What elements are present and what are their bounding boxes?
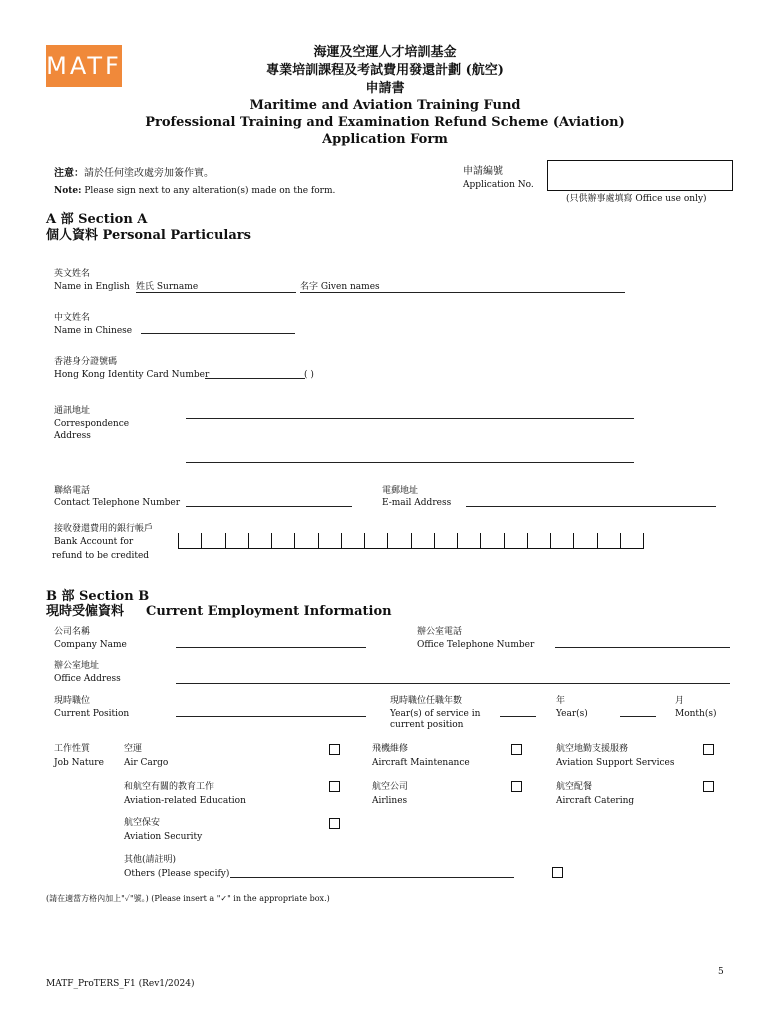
option-aircraft-maintenance-zh: 飛機維修: [372, 744, 409, 754]
years-label-1: Year(s) of service in: [390, 709, 481, 719]
job-nature-label: Job Nature: [54, 758, 104, 768]
bank-label-2: refund to be credited: [52, 551, 150, 561]
address-zh-label: 通訊地址: [54, 406, 91, 416]
section-b-title-zh: 現時受僱資料: [46, 604, 125, 619]
application-no-zh: 申請編號: [463, 166, 503, 177]
address-field-2[interactable]: [186, 462, 634, 463]
notice-en: Note: Please sign next to any alteration(s) made on the form.: [54, 186, 336, 196]
surname-label: 姓氏 Surname: [136, 282, 199, 292]
office-use-note: (只供辦事處填寫 Office use only): [566, 194, 707, 204]
checkbox-aircraft-maintenance[interactable]: [511, 744, 522, 755]
address-field-1[interactable]: [186, 418, 634, 419]
office-tel-zh-label: 辦公室電話: [417, 627, 463, 637]
bank-zh-label: 接收發還費用的銀行帳戶: [54, 524, 154, 534]
section-a-subtitle: 個人資料 Personal Particulars: [46, 228, 251, 243]
checkbox-aviation-support[interactable]: [703, 744, 714, 755]
name-zh-field[interactable]: [141, 333, 295, 334]
application-no-box[interactable]: [547, 160, 733, 191]
hkid-check-digit[interactable]: ( ): [304, 370, 314, 380]
name-zh-zh-label: 中文姓名: [54, 313, 91, 323]
company-zh-label: 公司名稱: [54, 627, 91, 637]
form-code: MATF_ProTERS_F1 (Rev1/2024): [46, 979, 195, 989]
office-tel-field[interactable]: [555, 647, 730, 648]
subtitle-zh: 專業培訓課程及考試費用發還計劃 (航空): [266, 63, 504, 78]
checkbox-aviation-security[interactable]: [329, 818, 340, 829]
title-en: Maritime and Aviation Training Fund: [249, 98, 521, 113]
option-aircraft-maintenance: Aircraft Maintenance: [372, 758, 470, 768]
form-name-en: Application Form: [322, 132, 448, 147]
option-aviation-security: Aviation Security: [124, 832, 203, 842]
office-addr-zh-label: 辦公室地址: [54, 661, 100, 671]
year-unit: Year(s): [556, 709, 588, 719]
section-a-title: A 部 Section A: [46, 212, 148, 227]
option-aviation-education-zh: 和航空有關的教育工作: [124, 782, 215, 792]
month-unit: Month(s): [675, 709, 717, 719]
checkbox-others[interactable]: [552, 867, 563, 878]
name-zh-label: Name in Chinese: [54, 326, 133, 336]
application-no-label: Application No.: [463, 180, 534, 190]
job-nature-zh-label: 工作性質: [54, 744, 91, 754]
month-zh-unit: 月: [675, 696, 685, 706]
form-name-zh: 申請書: [365, 81, 405, 96]
address-label-1: Correspondence: [54, 419, 130, 429]
hkid-zh-label: 香港身分證號碼: [54, 357, 118, 367]
years-label-2: current position: [390, 720, 464, 730]
year-zh-unit: 年: [556, 696, 566, 706]
name-en-zh-label: 英文姓名: [54, 269, 91, 279]
phone-field[interactable]: [186, 506, 352, 507]
subtitle-en: Professional Training and Examination Refund Scheme (Aviation): [145, 115, 625, 130]
email-label: E-mail Address: [382, 498, 452, 508]
section-b-title: B 部 Section B: [46, 589, 150, 604]
option-aviation-security-zh: 航空保安: [124, 818, 161, 828]
address-label-2: Address: [54, 431, 91, 441]
years-zh-label: 現時職位任職年數: [390, 696, 463, 706]
notice-zh: 注意：請於任何塗改處旁加簽作實。: [54, 168, 214, 179]
checkmark-instruction: (請在適當方格內加上"✓"號。) (Please insert a "✓" in the appropriate box.): [46, 894, 330, 903]
email-zh-label: 電郵地址: [382, 486, 419, 496]
section-b-title-en: Current Employment Information: [146, 604, 392, 619]
checkbox-aircraft-catering[interactable]: [703, 781, 714, 792]
checkbox-aviation-education[interactable]: [329, 781, 340, 792]
years-field[interactable]: [500, 716, 536, 717]
phone-zh-label: 聯絡電話: [54, 486, 91, 496]
bank-account-boxes[interactable]: [178, 533, 644, 549]
option-airlines: Airlines: [372, 796, 408, 806]
page-number: 5: [718, 967, 724, 977]
position-label: Current Position: [54, 709, 130, 719]
phone-label: Contact Telephone Number: [54, 498, 180, 508]
company-field[interactable]: [176, 647, 366, 648]
option-aviation-education: Aviation-related Education: [124, 796, 246, 806]
option-aviation-support-zh: 航空地勤支援服務: [556, 744, 629, 754]
months-field[interactable]: [620, 716, 656, 717]
office-addr-label: Office Address: [54, 674, 121, 684]
hkid-label: Hong Kong Identity Card Number: [54, 370, 210, 380]
option-others-zh: 其他(請註明): [124, 855, 177, 865]
hkid-field[interactable]: [205, 378, 305, 379]
checkbox-air-cargo[interactable]: [329, 744, 340, 755]
position-field[interactable]: [176, 716, 366, 717]
option-aviation-support: Aviation Support Services: [556, 758, 675, 768]
name-en-label: Name in English: [54, 282, 130, 292]
matf-logo: MATF: [46, 45, 122, 87]
option-aircraft-catering: Aircraft Catering: [556, 796, 635, 806]
office-addr-field[interactable]: [176, 683, 730, 684]
option-aircraft-catering-zh: 航空配餐: [556, 782, 593, 792]
given-names-label: 名字 Given names: [300, 282, 380, 292]
option-air-cargo: Air Cargo: [124, 758, 169, 768]
title-zh: 海運及空運人才培訓基金: [313, 45, 457, 60]
bank-label-1: Bank Account for: [54, 537, 134, 547]
office-tel-label: Office Telephone Number: [417, 640, 535, 650]
others-specify-field[interactable]: [230, 877, 514, 878]
position-zh-label: 現時職位: [54, 696, 91, 706]
email-field[interactable]: [466, 506, 716, 507]
surname-field[interactable]: [136, 292, 296, 293]
option-others: Others (Please specify): [124, 869, 230, 879]
option-air-cargo-zh: 空運: [124, 744, 143, 754]
checkbox-airlines[interactable]: [511, 781, 522, 792]
option-airlines-zh: 航空公司: [372, 782, 409, 792]
company-label: Company Name: [54, 640, 127, 650]
given-names-field[interactable]: [300, 292, 625, 293]
